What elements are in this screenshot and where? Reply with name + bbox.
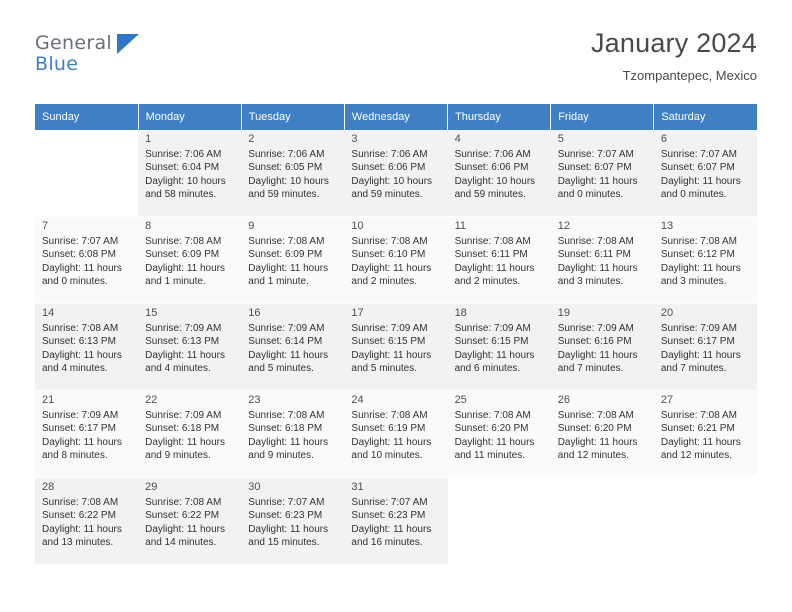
calendar-day-cell[interactable] xyxy=(138,217,241,304)
calendar-day-cell[interactable] xyxy=(241,391,344,478)
day-number: 6 xyxy=(660,133,667,145)
calendar-day-cell[interactable] xyxy=(35,391,138,478)
weekday-header-sunday: Sunday xyxy=(35,104,138,130)
calendar-day-cell[interactable] xyxy=(654,391,757,478)
calendar-day-cell[interactable] xyxy=(241,130,344,217)
sunrise-text: Sunrise: 7:09 AM xyxy=(42,410,119,422)
calendar-day-cell[interactable] xyxy=(241,478,344,565)
day-number: 12 xyxy=(557,220,570,232)
day-number: 8 xyxy=(145,220,152,232)
calendar-day-cell[interactable] xyxy=(551,391,654,478)
sunrise-text: Sunrise: 7:07 AM xyxy=(351,497,428,509)
daylight-text: Daylight: 11 hours xyxy=(660,175,741,187)
sunrise-text: Sunrise: 7:09 AM xyxy=(145,410,222,422)
sunset-text: Sunset: 6:09 PM xyxy=(248,249,323,261)
daylight-text: Daylight: 11 hours xyxy=(42,349,122,361)
logo-text-blue: Blue xyxy=(35,53,79,75)
day-number: 14 xyxy=(42,307,55,319)
sunrise-text: Sunrise: 7:09 AM xyxy=(557,323,634,335)
sunrise-text: Sunrise: 7:08 AM xyxy=(248,410,325,422)
page-subtitle-location: Tzompantepec, Mexico xyxy=(622,68,757,83)
calendar-day-cell[interactable] xyxy=(448,217,551,304)
daylight-text: and 15 minutes. xyxy=(248,536,320,548)
sunrise-text: Sunrise: 7:08 AM xyxy=(145,236,222,248)
sunset-text: Sunset: 6:10 PM xyxy=(351,249,426,261)
sunrise-text: Sunrise: 7:08 AM xyxy=(454,236,531,248)
daylight-text: Daylight: 11 hours xyxy=(557,175,638,187)
daylight-text: and 5 minutes. xyxy=(248,362,314,374)
sunset-text: Sunset: 6:11 PM xyxy=(454,249,528,261)
sunrise-text: Sunrise: 7:06 AM xyxy=(145,149,222,161)
daylight-text: and 14 minutes. xyxy=(145,536,217,548)
day-number: 10 xyxy=(351,220,364,232)
daylight-text: Daylight: 11 hours xyxy=(42,523,122,535)
sunset-text: Sunset: 6:23 PM xyxy=(351,510,426,522)
weekday-header-tuesday: Tuesday xyxy=(241,104,344,130)
logo-triangle-icon xyxy=(117,34,139,54)
daylight-text: and 0 minutes. xyxy=(42,275,108,287)
daylight-text: Daylight: 11 hours xyxy=(248,262,329,274)
sunrise-text: Sunrise: 7:08 AM xyxy=(42,497,119,509)
daylight-text: and 2 minutes. xyxy=(454,275,521,287)
daylight-text: and 9 minutes. xyxy=(248,449,314,461)
daylight-text: Daylight: 11 hours xyxy=(248,349,329,361)
sunset-text: Sunset: 6:17 PM xyxy=(42,423,116,435)
sunset-text: Sunset: 6:21 PM xyxy=(660,423,735,435)
calendar-day-cell[interactable] xyxy=(35,478,138,565)
daylight-text: Daylight: 11 hours xyxy=(454,262,535,274)
daylight-text: Daylight: 11 hours xyxy=(42,262,122,274)
day-number: 25 xyxy=(454,394,467,406)
sunset-text: Sunset: 6:15 PM xyxy=(351,336,426,348)
page-header xyxy=(35,28,757,90)
sunset-text: Sunset: 6:09 PM xyxy=(145,249,220,261)
weekday-header-friday: Friday xyxy=(551,104,654,130)
day-number: 20 xyxy=(660,307,674,319)
sunrise-text: Sunrise: 7:06 AM xyxy=(454,149,531,161)
day-number: 13 xyxy=(660,220,674,232)
daylight-text: and 59 minutes. xyxy=(454,188,526,200)
daylight-text: and 3 minutes. xyxy=(557,275,624,287)
sunset-text: Sunset: 6:18 PM xyxy=(248,423,323,435)
sunset-text: Sunset: 6:17 PM xyxy=(660,336,735,348)
day-number: 29 xyxy=(145,481,158,493)
calendar-week-row xyxy=(35,217,757,304)
daylight-text: Daylight: 11 hours xyxy=(660,436,741,448)
calendar-day-cell[interactable] xyxy=(241,304,344,391)
day-number: 21 xyxy=(42,394,55,406)
sunset-text: Sunset: 6:12 PM xyxy=(660,249,735,261)
day-number: 4 xyxy=(454,133,461,145)
calendar-day-cell[interactable] xyxy=(138,304,241,391)
calendar-day-cell[interactable] xyxy=(344,130,447,217)
calendar-day-cell[interactable] xyxy=(344,478,447,565)
calendar-body xyxy=(35,130,757,565)
day-number: 26 xyxy=(557,394,570,406)
daylight-text: Daylight: 11 hours xyxy=(351,523,432,535)
page-title: January 2024 xyxy=(590,28,757,58)
sunset-text: Sunset: 6:11 PM xyxy=(557,249,631,261)
sunrise-text: Sunrise: 7:09 AM xyxy=(660,323,737,335)
logo-text-general: General xyxy=(35,32,112,54)
generalblue-logo xyxy=(35,28,155,74)
day-number: 28 xyxy=(42,481,55,493)
daylight-text: Daylight: 10 hours xyxy=(145,175,226,187)
calendar-day-cell[interactable] xyxy=(551,217,654,304)
daylight-text: and 12 minutes. xyxy=(557,449,629,461)
sunrise-text: Sunrise: 7:08 AM xyxy=(42,323,119,335)
calendar-cell-empty xyxy=(654,478,757,565)
daylight-text: Daylight: 10 hours xyxy=(454,175,536,187)
day-number: 27 xyxy=(660,394,674,406)
sunset-text: Sunset: 6:15 PM xyxy=(454,336,529,348)
sunset-text: Sunset: 6:22 PM xyxy=(145,510,220,522)
day-number: 23 xyxy=(248,394,261,406)
daylight-text: and 16 minutes. xyxy=(351,536,423,548)
day-number: 15 xyxy=(145,307,158,319)
calendar-week-row xyxy=(35,391,757,478)
daylight-text: and 7 minutes. xyxy=(557,362,624,374)
sunset-text: Sunset: 6:14 PM xyxy=(248,336,323,348)
daylight-text: and 10 minutes. xyxy=(351,449,423,461)
day-number: 30 xyxy=(248,481,261,493)
sunrise-text: Sunrise: 7:09 AM xyxy=(454,323,531,335)
daylight-text: Daylight: 11 hours xyxy=(145,262,225,274)
sunrise-text: Sunrise: 7:07 AM xyxy=(248,497,325,509)
daylight-text: Daylight: 11 hours xyxy=(660,262,741,274)
calendar-week-row xyxy=(35,304,757,391)
day-number: 18 xyxy=(454,307,467,319)
calendar-cell-empty xyxy=(448,478,551,565)
weekday-header-saturday: Saturday xyxy=(654,104,757,130)
daylight-text: Daylight: 11 hours xyxy=(557,349,638,361)
calendar-day-cell[interactable] xyxy=(344,217,447,304)
daylight-text: and 4 minutes. xyxy=(42,362,108,374)
daylight-text: and 59 minutes. xyxy=(351,188,423,200)
daylight-text: Daylight: 10 hours xyxy=(351,175,433,187)
daylight-text: and 1 minute. xyxy=(248,275,309,287)
sunrise-text: Sunrise: 7:08 AM xyxy=(351,410,428,422)
daylight-text: and 7 minutes. xyxy=(660,362,727,374)
calendar-day-cell[interactable] xyxy=(654,130,757,217)
calendar-day-cell[interactable] xyxy=(654,217,757,304)
daylight-text: Daylight: 11 hours xyxy=(42,436,122,448)
sunrise-text: Sunrise: 7:08 AM xyxy=(660,410,737,422)
sunrise-text: Sunrise: 7:06 AM xyxy=(351,149,428,161)
weekday-header-wednesday: Wednesday xyxy=(344,104,447,130)
calendar-day-cell[interactable] xyxy=(344,304,447,391)
sunrise-text: Sunrise: 7:08 AM xyxy=(248,236,325,248)
calendar-week-row xyxy=(35,130,757,217)
daylight-text: and 13 minutes. xyxy=(42,536,114,548)
calendar-day-cell[interactable] xyxy=(35,217,138,304)
calendar-table xyxy=(35,104,757,565)
sunset-text: Sunset: 6:08 PM xyxy=(42,249,116,261)
daylight-text: and 0 minutes. xyxy=(660,188,727,200)
daylight-text: Daylight: 11 hours xyxy=(145,436,225,448)
daylight-text: and 6 minutes. xyxy=(454,362,521,374)
sunrise-text: Sunrise: 7:09 AM xyxy=(351,323,428,335)
daylight-text: and 1 minute. xyxy=(145,275,206,287)
daylight-text: Daylight: 11 hours xyxy=(248,436,329,448)
calendar-day-cell[interactable] xyxy=(138,478,241,565)
daylight-text: Daylight: 11 hours xyxy=(557,262,638,274)
day-number: 9 xyxy=(248,220,255,232)
daylight-text: Daylight: 11 hours xyxy=(557,436,638,448)
day-number: 11 xyxy=(454,220,466,232)
daylight-text: and 0 minutes. xyxy=(557,188,624,200)
calendar-header-row xyxy=(35,104,757,130)
daylight-text: and 12 minutes. xyxy=(660,449,733,461)
day-number: 24 xyxy=(351,394,364,406)
sunset-text: Sunset: 6:04 PM xyxy=(145,162,220,174)
day-number: 2 xyxy=(248,133,255,145)
sunset-text: Sunset: 6:13 PM xyxy=(145,336,220,348)
sunset-text: Sunset: 6:06 PM xyxy=(351,162,426,174)
calendar-day-cell[interactable] xyxy=(448,304,551,391)
calendar-day-cell[interactable] xyxy=(448,391,551,478)
sunset-text: Sunset: 6:16 PM xyxy=(557,336,632,348)
daylight-text: and 8 minutes. xyxy=(42,449,108,461)
sunrise-text: Sunrise: 7:09 AM xyxy=(248,323,325,335)
sunset-text: Sunset: 6:18 PM xyxy=(145,423,220,435)
daylight-text: Daylight: 11 hours xyxy=(145,349,225,361)
day-number: 7 xyxy=(42,220,49,232)
day-number: 16 xyxy=(248,307,261,319)
sunrise-text: Sunrise: 7:07 AM xyxy=(42,236,119,248)
daylight-text: and 9 minutes. xyxy=(145,449,211,461)
sunrise-text: Sunrise: 7:07 AM xyxy=(557,149,634,161)
daylight-text: and 59 minutes. xyxy=(248,188,320,200)
daylight-text: Daylight: 11 hours xyxy=(351,349,432,361)
day-number: 3 xyxy=(351,133,358,145)
sunset-text: Sunset: 6:07 PM xyxy=(557,162,632,174)
calendar-day-cell[interactable] xyxy=(654,304,757,391)
sunrise-text: Sunrise: 7:08 AM xyxy=(557,410,634,422)
calendar-day-cell[interactable] xyxy=(138,130,241,217)
daylight-text: and 58 minutes. xyxy=(145,188,217,200)
sunrise-text: Sunrise: 7:08 AM xyxy=(454,410,531,422)
day-number: 5 xyxy=(557,133,564,145)
sunset-text: Sunset: 6:20 PM xyxy=(454,423,529,435)
day-number: 31 xyxy=(351,481,364,493)
daylight-text: Daylight: 11 hours xyxy=(248,523,329,535)
sunset-text: Sunset: 6:19 PM xyxy=(351,423,426,435)
daylight-text: Daylight: 11 hours xyxy=(454,436,535,448)
day-number: 17 xyxy=(351,307,364,319)
calendar-day-cell[interactable] xyxy=(551,130,654,217)
weekday-header-monday: Monday xyxy=(138,104,241,130)
calendar-week-row xyxy=(35,478,757,565)
calendar-cell-empty xyxy=(551,478,654,565)
sunrise-text: Sunrise: 7:08 AM xyxy=(145,497,222,509)
sunrise-text: Sunrise: 7:09 AM xyxy=(145,323,222,335)
daylight-text: Daylight: 11 hours xyxy=(454,349,535,361)
daylight-text: Daylight: 11 hours xyxy=(351,262,432,274)
daylight-text: and 4 minutes. xyxy=(145,362,211,374)
sunset-text: Sunset: 6:23 PM xyxy=(248,510,323,522)
daylight-text: and 11 minutes. xyxy=(454,449,525,461)
sunset-text: Sunset: 6:22 PM xyxy=(42,510,116,522)
daylight-text: Daylight: 11 hours xyxy=(351,436,432,448)
sunset-text: Sunset: 6:20 PM xyxy=(557,423,632,435)
sunrise-text: Sunrise: 7:06 AM xyxy=(248,149,325,161)
day-number: 1 xyxy=(145,133,152,145)
sunset-text: Sunset: 6:05 PM xyxy=(248,162,323,174)
daylight-text: and 3 minutes. xyxy=(660,275,727,287)
weekday-header-thursday: Thursday xyxy=(448,104,551,130)
calendar-day-cell[interactable] xyxy=(448,130,551,217)
daylight-text: and 2 minutes. xyxy=(351,275,418,287)
sunrise-text: Sunrise: 7:08 AM xyxy=(351,236,428,248)
title-block xyxy=(591,28,757,83)
calendar-day-cell[interactable] xyxy=(551,304,654,391)
calendar-cell-empty xyxy=(35,130,138,217)
daylight-text: Daylight: 11 hours xyxy=(145,523,225,535)
daylight-text: Daylight: 10 hours xyxy=(248,175,329,187)
sunrise-text: Sunrise: 7:08 AM xyxy=(557,236,634,248)
daylight-text: Daylight: 11 hours xyxy=(660,349,741,361)
sunset-text: Sunset: 6:06 PM xyxy=(454,162,529,174)
day-number: 22 xyxy=(145,394,158,406)
daylight-text: and 5 minutes. xyxy=(351,362,418,374)
sunset-text: Sunset: 6:07 PM xyxy=(660,162,735,174)
calendar-day-cell[interactable] xyxy=(35,304,138,391)
sunrise-text: Sunrise: 7:08 AM xyxy=(660,236,737,248)
calendar-day-cell[interactable] xyxy=(241,217,344,304)
sunset-text: Sunset: 6:13 PM xyxy=(42,336,116,348)
sunrise-text: Sunrise: 7:07 AM xyxy=(660,149,737,161)
calendar-day-cell[interactable] xyxy=(138,391,241,478)
day-number: 19 xyxy=(557,307,570,319)
calendar-day-cell[interactable] xyxy=(344,391,447,478)
